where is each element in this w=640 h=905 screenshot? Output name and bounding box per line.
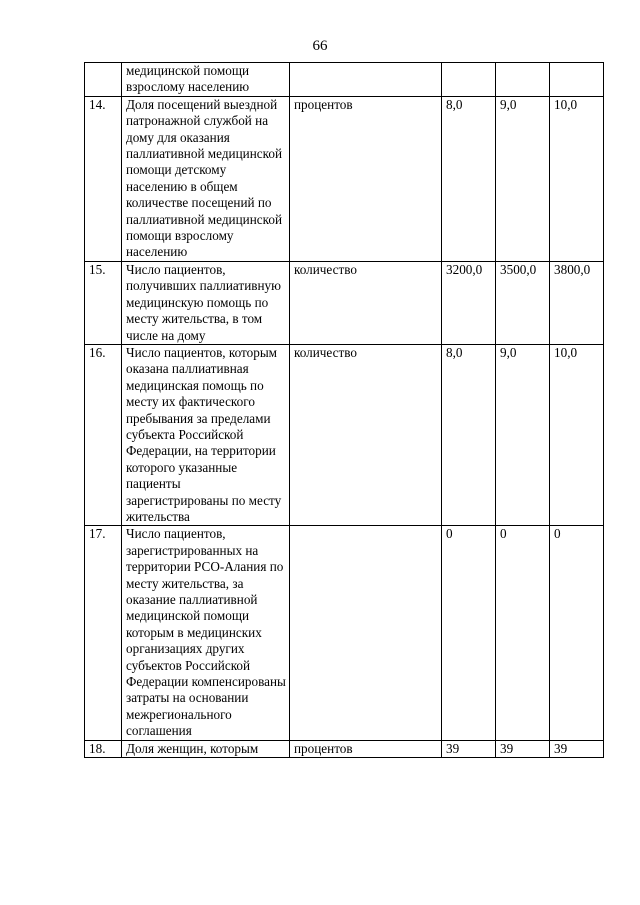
- value-year-1: [442, 63, 496, 97]
- indicator-name: медицинской помощи взрослому населению: [122, 63, 290, 97]
- page-number: 66: [312, 38, 328, 54]
- unit-of-measure: [290, 63, 442, 97]
- unit-of-measure: процентов: [290, 96, 442, 261]
- value-year-3: 3800,0: [550, 261, 604, 344]
- value-year-1: 3200,0: [442, 261, 496, 344]
- table-row: [85, 96, 604, 261]
- value-year-2: 0: [496, 526, 550, 740]
- value-year-1: 0: [442, 526, 496, 740]
- value-year-3: 39: [550, 740, 604, 757]
- value-year-1: 8,0: [442, 344, 496, 525]
- value-year-2: 3500,0: [496, 261, 550, 344]
- indicators-table: [84, 62, 604, 758]
- indicator-name: Число пациентов, получивших паллиативную медицинскую помощь по месту жительства, в том числе на дому: [122, 261, 290, 344]
- value-year-1: 8,0: [442, 96, 496, 261]
- row-number: 18.: [85, 740, 122, 757]
- indicator-name: Доля женщин, которым: [122, 740, 290, 757]
- value-year-3: 10,0: [550, 96, 604, 261]
- value-year-3: 0: [550, 526, 604, 740]
- value-year-3: [550, 63, 604, 97]
- row-number: 16.: [85, 344, 122, 525]
- value-year-2: 9,0: [496, 96, 550, 261]
- row-number: 17.: [85, 526, 122, 740]
- value-year-1: 39: [442, 740, 496, 757]
- table-row: [85, 344, 604, 525]
- indicator-name: Число пациентов, которым оказана паллиативная медицинская помощь по месту их фактического пребывания за пределами субъекта Российской Федерации, на территории которого указанные пациенты зарегистрированы по месту жительства: [122, 344, 290, 525]
- indicator-name: Число пациентов, зарегистрированных на территории РСО-Алания по месту жительства, за оказание паллиативной медицинской помощи которым в медицинских организациях других субъектов Российской Федерации компенсированы затраты на основании межрегионального соглашения: [122, 526, 290, 740]
- table-row: [85, 261, 604, 344]
- unit-of-measure: количество: [290, 344, 442, 525]
- table-row: [85, 526, 604, 740]
- row-number: [85, 63, 122, 97]
- value-year-2: 9,0: [496, 344, 550, 525]
- value-year-3: 10,0: [550, 344, 604, 525]
- value-year-2: [496, 63, 550, 97]
- table-row: [85, 740, 604, 757]
- row-number: 15.: [85, 261, 122, 344]
- unit-of-measure: [290, 526, 442, 740]
- unit-of-measure: процентов: [290, 740, 442, 757]
- row-number: 14.: [85, 96, 122, 261]
- unit-of-measure: количество: [290, 261, 442, 344]
- value-year-2: 39: [496, 740, 550, 757]
- indicator-name: Доля посещений выездной патронажной службой на дому для оказания паллиативной медицинской помощи детскому населению в общем количестве посещений по паллиативной медицинской помощи взрослому населению: [122, 96, 290, 261]
- table-row: [85, 63, 604, 97]
